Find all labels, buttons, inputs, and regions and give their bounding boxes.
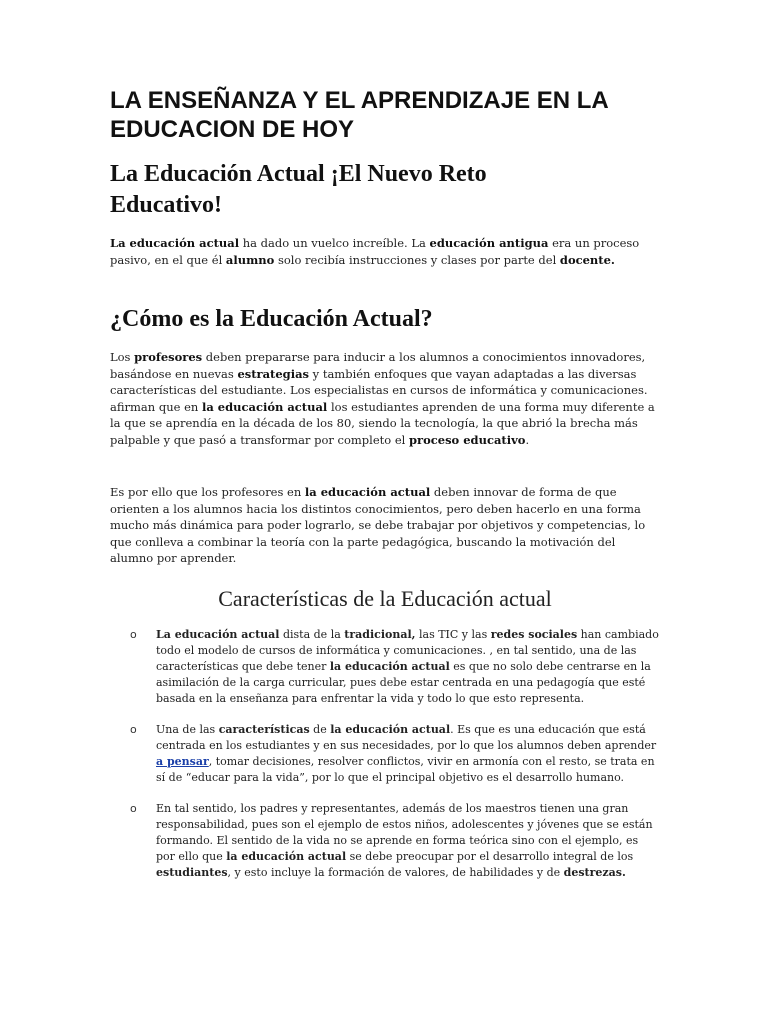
text-run: y también enfoques que vayan adaptadas a las diversas características del estudiante. Los especialistas en cursos de informática y comunicaciones. afirman que en	[110, 366, 648, 414]
text-run: de	[309, 723, 331, 736]
bold-term: proceso educativo	[408, 432, 526, 447]
text-run: . Es que es una educación que está centrada en los estudiantes y en sus necesidades, por lo que los alumnos deben aprender	[156, 723, 657, 752]
paragraph-intro	[110, 235, 658, 268]
text-run: .	[525, 432, 530, 447]
bold-term: características	[218, 723, 310, 736]
text-run: deben prepararse para inducir a los alumnos a conocimientos innovadores, basándose en nuevas	[110, 350, 646, 381]
bold-term: profesores	[134, 350, 203, 364]
text-run: Es por ello que los profesores en	[110, 485, 305, 499]
bold-term: la educación actual	[329, 660, 450, 673]
text-run: se debe preocupar por el desarrollo integral de los	[346, 850, 634, 863]
document-title: LA ENSEÑANZA Y EL APRENDIZAJE EN LA EDUCACION DE HOY	[110, 87, 608, 143]
bold-term: destrezas.	[563, 866, 626, 879]
text-run: era un proceso pasivo, en el que él	[110, 236, 640, 267]
text-run: En tal sentido, los padres y representantes, además de los maestros tienen una gran responsabilidad, pues son el ejemplo de estos niños, adolescentes y jóvenes que se están formando. El sentido de la vida no se aprende en forma teórica sino con el ejemplo, es por ello que	[156, 802, 653, 863]
bold-term: la educación actual	[304, 485, 431, 499]
bullet-marker-icon: o	[130, 628, 137, 641]
bold-term: la educación actual	[226, 850, 347, 863]
bullet-marker-icon: o	[130, 802, 137, 815]
section-heading-caracteristicas: Características de la Educación actual	[218, 586, 552, 611]
bold-term: educación antigua	[429, 236, 549, 250]
bold-term: tradicional,	[344, 628, 416, 641]
text-run: las TIC y las	[415, 628, 491, 641]
text-run: Los	[110, 350, 135, 364]
bold-term: la educación actual	[330, 723, 451, 736]
bold-term: estudiantes	[156, 866, 228, 879]
list-item	[130, 801, 660, 881]
bold-term: docente.	[559, 252, 615, 267]
text-run: deben innovar de forma de que orienten a los alumnos hacia los distintos conocimientos, pero deben hacerlo en una forma mucho más dinámica para poder lograrlo, se debe trabajar por objetivos y competencias, lo que conlleva a combinar la teoría con la parte pedagógica, buscando la motivación del alumno por aprender.	[110, 485, 646, 565]
characteristics-list	[130, 627, 660, 896]
section-heading-educacion-actual: La Educación Actual ¡El Nuevo Reto Educativo!	[110, 161, 487, 218]
bullet-marker-icon: o	[130, 723, 137, 736]
bold-term: alumno	[225, 252, 275, 267]
bold-term: La educación actual	[110, 236, 240, 250]
bold-term: redes sociales	[490, 628, 578, 641]
paragraph-profesores	[110, 349, 658, 448]
list-item-text	[156, 723, 656, 784]
bold-term: La educación actual	[156, 628, 280, 641]
section-heading-como-es: ¿Cómo es la Educación Actual?	[110, 306, 433, 332]
text-run: , tomar decisiones, resolver conflictos, vivir en armonía con el resto, se trata en sí de “educar para la vida”, por lo que el principal objetivo es el desarrollo humano.	[156, 755, 655, 784]
text-run: , y esto incluye la formación de valores, de habilidades y de	[227, 866, 564, 879]
text-run: los estudiantes aprenden de una forma muy diferente a la que se aprendía en la década de los 80, siendo la tecnología, la que abrió la brecha más palpable y que pasó a transformar por completo el	[110, 399, 655, 447]
text-run: solo recibía instrucciones y clases por parte del	[274, 252, 560, 267]
list-item-text	[156, 628, 659, 705]
list-item-text	[156, 802, 653, 879]
bold-term: la educación actual	[201, 399, 328, 414]
text-run: Una de las	[156, 723, 219, 736]
list-item	[130, 627, 660, 707]
list-item	[130, 722, 660, 786]
text-run: dista de la	[279, 628, 345, 641]
text-run: han cambiado todo el modelo de cursos de informática y comunicaciones. , en tal sentido, una de las características que debe tener	[156, 628, 659, 673]
text-run: ha dado un vuelco increíble. La	[239, 236, 430, 250]
text-run: es que no solo debe centrarse en la asimilación de la carga curricular, pues debe estar centrada en una pedagogía que esté basada en la enseñanza para enfrentar la vida y todo lo que esto representa.	[156, 660, 651, 705]
link-a-pensar[interactable]: a pensar	[156, 755, 209, 768]
paragraph-innovar	[110, 484, 658, 567]
bold-term: estrategias	[237, 366, 310, 381]
